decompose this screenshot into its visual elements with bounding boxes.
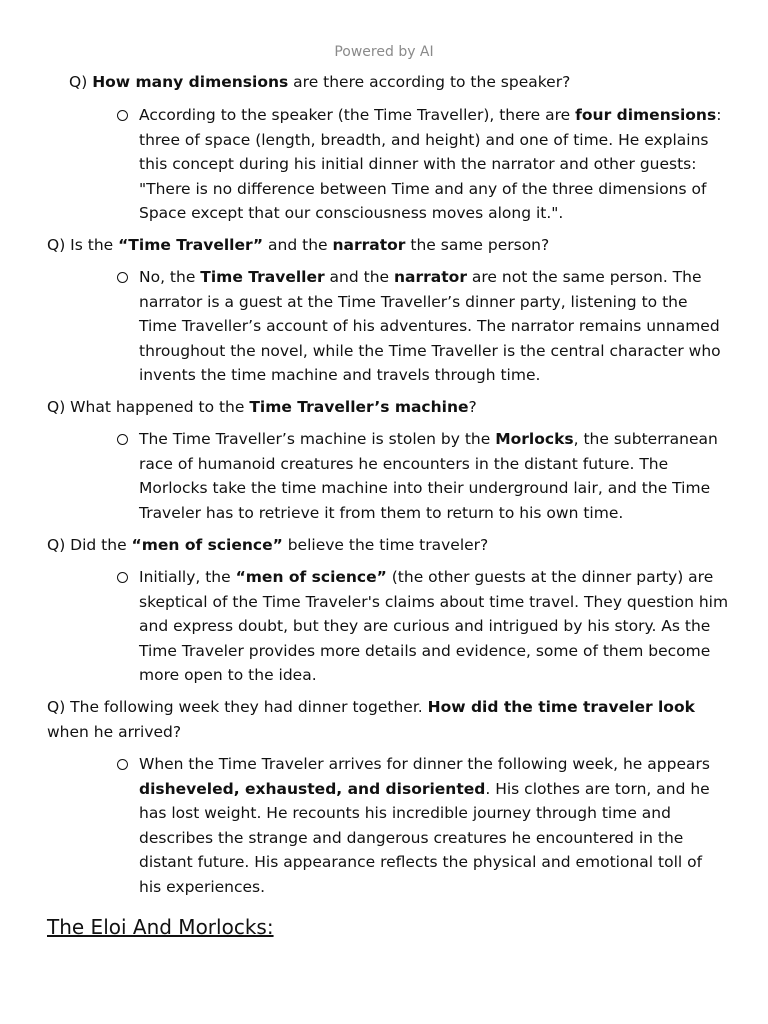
bullet-circle-icon: [117, 759, 128, 770]
bullet-circle-icon: [117, 572, 128, 583]
answer-2: No, the Time Traveller and the narrator are not the same person. The narrator is a guest at the Time Traveller’s dinner party, listening to the Time Traveller’s account of his adventures. The narrator remains unnamed throughout the novel, while the Time Traveller is the central character who invents the time machine and travels through time.: [139, 268, 721, 384]
question-2: Q) Is the “Time Traveller” and the narrator the same person?: [47, 236, 550, 254]
question-4: Q) Did the “men of science” believe the time traveler?: [47, 536, 489, 554]
bullet-circle-icon: [117, 110, 128, 121]
answer-1: According to the speaker (the Time Traveller), there are four dimensions: three of space (length, breadth, and height) and one of time. He explains this concept during his initial dinner with the narrator and other guests: "There is no difference between Time and any of the three dimensions of Space except that our consciousness moves along it.".: [139, 106, 722, 222]
question-3: Q) What happened to the Time Traveller’s machine?: [47, 398, 477, 416]
bullet-circle-icon: [117, 434, 128, 445]
question-1: Q) How many dimensions are there according to the speaker?: [69, 73, 571, 91]
answer-3: The Time Traveller’s machine is stolen by the Morlocks, the subterranean race of humanoid creatures he encounters in the distant future. The Morlocks take the time machine into their underground lair, and the Time Traveler has to retrieve it from them to return to his own time.: [139, 430, 718, 522]
answer-4: Initially, the “men of science” (the other guests at the dinner party) are skeptical of the Time Traveler's claims about time travel. They question him and express doubt, but they are curious and intrigued by his story. As the Time Traveler provides more details and evidence, some of them become more open to the idea.: [139, 568, 729, 684]
bullet-circle-icon: [117, 272, 128, 283]
watermark-header: Powered by AI: [334, 44, 434, 60]
section-heading: The Eloi And Morlocks:: [47, 915, 274, 939]
question-5: Q) The following week they had dinner together. How did the time traveler look when he arrived?: [47, 698, 695, 741]
answer-5: When the Time Traveler arrives for dinner the following week, he appears disheveled, exhausted, and disoriented. His clothes are torn, and he has lost weight. He recounts his incredible journey through time and describes the strange and dangerous creatures he encountered in the distant future. His appearance reflects the physical and emotional toll of his experiences.: [139, 755, 710, 896]
